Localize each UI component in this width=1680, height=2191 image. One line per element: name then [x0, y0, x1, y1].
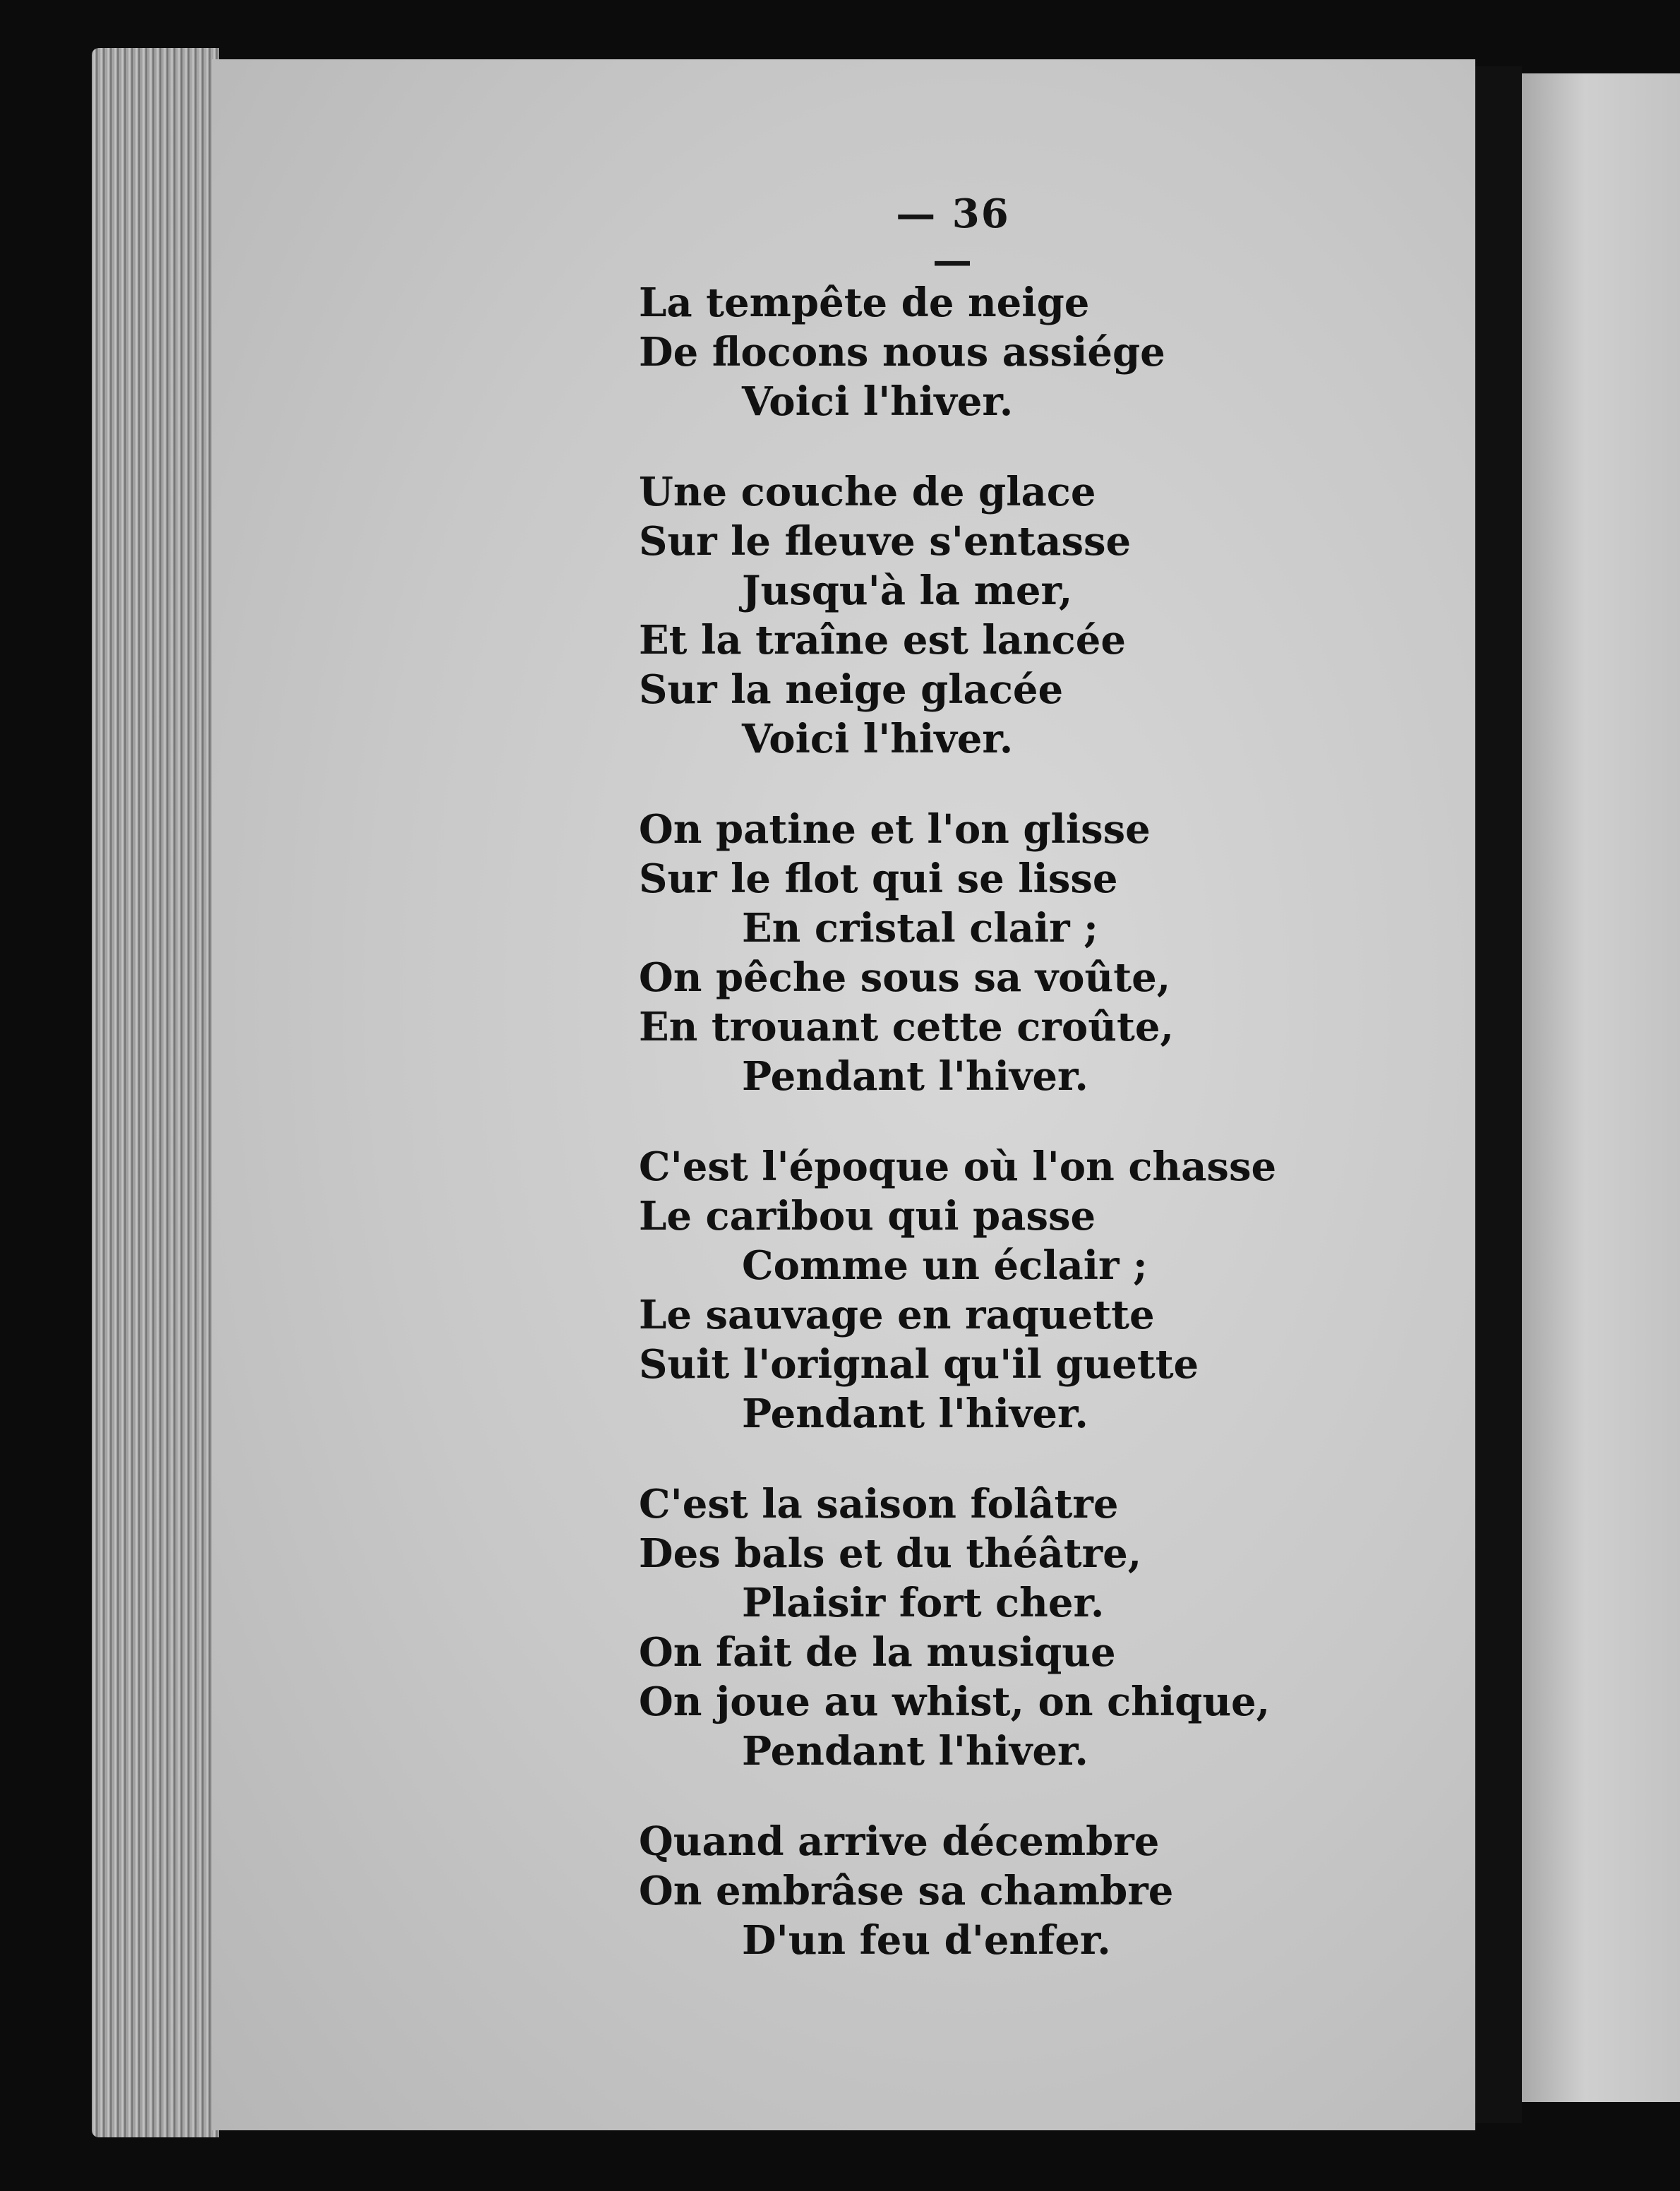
refrain-line: Pendant l'hiver.: [742, 1728, 1088, 1775]
poem-line: Le sauvage en raquette: [639, 1292, 1155, 1338]
stanza-3: [639, 805, 1276, 1101]
refrain-line: Pendant l'hiver.: [742, 1391, 1088, 1437]
refrain-line: D'un feu d'enfer.: [742, 1917, 1111, 1964]
poem-line: On fait de la musique: [639, 1629, 1116, 1676]
stanza-1: [639, 278, 1276, 426]
poem: [639, 278, 1276, 2006]
book-gutter: [1475, 66, 1522, 2123]
poem-line: C'est l'époque où l'on chasse: [639, 1143, 1277, 1190]
poem-line: Le caribou qui passe: [639, 1193, 1096, 1239]
refrain-line: Pendant l'hiver.: [742, 1053, 1088, 1100]
refrain-line: Jusqu'à la mer,: [742, 568, 1073, 614]
poem-line: De flocons nous assiége: [639, 329, 1165, 376]
poem-line: Et la traîne est lancée: [639, 617, 1127, 664]
poem-line: La tempête de neige: [639, 280, 1090, 326]
poem-line: Sur le flot qui se lisse: [639, 856, 1118, 902]
refrain-line: Comme un éclair ;: [742, 1242, 1148, 1289]
stanza-5: [639, 1479, 1276, 1776]
poem-line: Des bals et du théâtre,: [639, 1530, 1142, 1577]
poem-line: Sur la neige glacée: [639, 666, 1064, 713]
poem-line: Quand arrive décembre: [639, 1818, 1160, 1865]
book-page-edges: [92, 48, 219, 2137]
refrain-line: Voici l'hiver.: [742, 716, 1014, 762]
poem-line: C'est la saison folâtre: [639, 1481, 1119, 1527]
poem-line: On embrâse sa chambre: [639, 1868, 1174, 1914]
poem-line: Suit l'orignal qu'il guette: [639, 1341, 1199, 1388]
poem-line: Sur le fleuve s'entasse: [639, 518, 1132, 565]
stanza-4: [639, 1142, 1276, 1439]
poem-line: On joue au whist, on chique,: [639, 1679, 1271, 1725]
page-number: — 36 —: [896, 191, 1010, 284]
stanza-2: [639, 467, 1276, 764]
poem-line: Une couche de glace: [639, 469, 1096, 515]
poem-line: On patine et l'on glisse: [639, 806, 1151, 853]
poem-line: En trouant cette croûte,: [639, 1004, 1174, 1050]
refrain-line: En cristal clair ;: [742, 905, 1098, 952]
poem-line: On pêche sous sa voûte,: [639, 954, 1171, 1001]
refrain-line: Voici l'hiver.: [742, 378, 1014, 425]
refrain-line: Plaisir fort cher.: [742, 1580, 1105, 1626]
facing-page-edge: [1522, 73, 1680, 2102]
stanza-6: [639, 1817, 1276, 1965]
